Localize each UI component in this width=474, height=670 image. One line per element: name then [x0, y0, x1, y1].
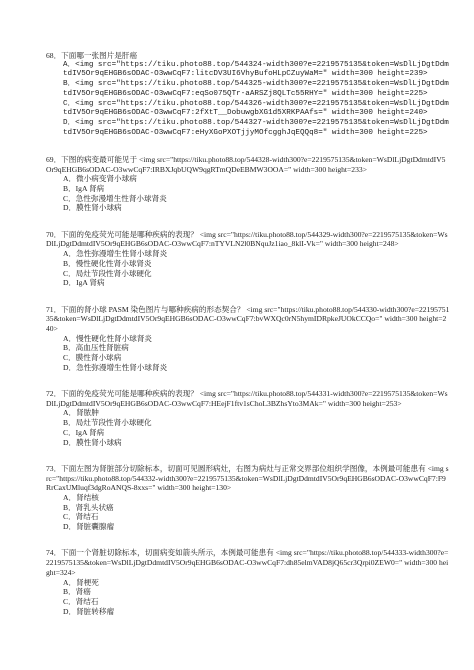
- option-d: D．肾脏转移瘤: [63, 606, 115, 616]
- option-a: A．肾梗死: [63, 577, 99, 587]
- question-text: 72．下面的免疫荧光可能是哪种疾病的表现？ <img src="https://tiku.photo88.top/544331-width300?e=2219575135&token=WsDlLjDgtDdmtdIV5Or9qEHGB6sODAC-O3wwCqF7:HEejF1ftv1sChoL3BZhsYto3MAk=" width=300 height=253>: [46, 389, 448, 408]
- question-text: 69．下图的病变最可能见于 <img src="https://tiku.photo88.top/544328-width300?e=2219575135&token=WsDlLjDgtDdmtdIV5Or9qEHGB6sODAC-O3wwCqF7:IRBXJqbUQW9qgRTmQDeEBMW3OOA=" width=300 height=233>: [46, 154, 446, 174]
- option-d: D．急性弥漫增生性肾小球肾炎: [63, 362, 168, 372]
- question-text: 68．下面哪一张图片是肝癌: [46, 51, 138, 60]
- option-d: D．IgA 肾病: [63, 278, 105, 288]
- option-d: D．膜性肾小球病: [63, 203, 122, 213]
- option-b: B．局灶节段性肾小球硬化: [63, 418, 152, 428]
- option-a: A．慢性硬化性肾小球肾炎: [63, 333, 153, 343]
- option-b: B．<img src="https://tiku.photo88.top/544325-width300?e=2219575135&token=WsDlLjDgtDdmtdIV5Or9qEHGB6sODAC-O3wwCqF7:eqSo075QTr-aARSZj8QLTc55RHY=" width=300 height=225>: [63, 80, 449, 98]
- option-b: B．高血压性肾脏病: [63, 343, 129, 353]
- option-c: C．IgA 肾病: [63, 427, 105, 437]
- question-74: [46, 548, 450, 616]
- question-text: 71．下面的肾小球 PASM 染色图片与哪种疾病的形态契合？ <img src="https://tiku.photo88.top/544330-width300?e=2219575135&token=WsDlLjDgtDdmtdIV5Or9qEHGB6sODAC-O3wwCqF7:bvWXQc0rN5hymIDRpkeJUOkCCQo=" width=300 height=240>: [46, 304, 450, 333]
- question-69: [46, 155, 450, 213]
- option-a: A．肾脓肿: [63, 408, 99, 418]
- option-b: B．肾癌: [63, 587, 91, 597]
- option-a: A．<img src="https://tiku.photo88.top/544324-width300?e=2219575135&token=WsDlLjDgtDdmtdIV5Or9qEHGB6sODAC-O3wwCqF7:litcDV3UI6VhyBufoHLpCZuyWaM=" width=300 height=239>: [63, 60, 449, 79]
- question-71: [46, 305, 450, 373]
- option-c: C．膜性肾小球病: [63, 353, 122, 363]
- option-d: D．<img src="https://tiku.photo88.top/544327-width300?e=2219575135&token=WsDlLjDgtDdmtdIV5Or9qEHGB6sODAC-O3wwCqF7:eHyXGoPXOTjjyMOfcgghJqEQQq8=" width=300 height=225>: [63, 118, 449, 137]
- question-text: 73．下面左图为肾脏部分切除标本，切面可见圆形病灶，右图为病灶与正常交界部位组织学图像，本例最可能患有 <img src="https://tiku.photo88.top/544332-width300?e=2219575135&token=WsDlLjDgtDdmtdIV5Or9qEHGB6sODAC-O3wwCqF7:F9RrCaxUMluqf3dgRoANQS-8xxs=" width=300 height=130>: [46, 463, 449, 493]
- question-72: [46, 389, 450, 447]
- option-b: B．慢性硬化性肾小球肾炎: [63, 258, 152, 268]
- option-b: B．肾乳头状癌: [63, 502, 114, 512]
- option-a: A．急性弥漫增生性肾小球肾炎: [63, 249, 168, 259]
- option-d: D．肾脏囊腺瘤: [63, 522, 115, 532]
- option-c: C．<img src="https://tiku.photo88.top/544326-width300?e=2219575135&token=WsDlLjDgtDdmtdIV5Or9qEHGB6sODAC-O3wwCqF7:2fXtT__DobuwgbXG1d5XRKPAAfs=" width=300 height=240>: [63, 99, 449, 118]
- option-b: B．IgA 肾病: [63, 184, 105, 194]
- option-a: A．肾结核: [63, 492, 99, 502]
- question-text: 70．下面的免疫荧光可能是哪种疾病的表现？ <img src="https://tiku.photo88.top/544329-width300?e=2219575135&token=WsDlLjDgtDdmtdIV5Or9qEHGB6sODAC-O3wwCqF7:nTYVLN2l0BNquJz1iao_8klI-Vk=" width=300 height=248>: [46, 229, 448, 249]
- question-73: [46, 464, 450, 532]
- option-c: C．急性弥漫增生性肾小球肾炎: [63, 193, 167, 203]
- question-68: [46, 51, 450, 138]
- option-c: C．局灶节段性肾小球硬化: [63, 268, 152, 278]
- option-a: A．微小病变肾小球病: [63, 174, 137, 184]
- option-d: D．膜性肾小球病: [63, 437, 122, 447]
- option-c: C．肾结石: [63, 512, 99, 522]
- question-text: 74．下面一个肾脏切除标本，切面病变如箭头所示，本例最可能患有 <img src="https://tiku.photo88.top/544333-width300?e=2219575135&token=WsDlLjDgtDdmtdIV5Or9qEHGB6sODAC-O3wwCqF7:dh85elmVAD8jQ65cr3Qrpi0ZEW0=" width=300 height=324>: [46, 548, 449, 577]
- option-c: C．肾结石: [63, 596, 99, 606]
- question-70: [46, 230, 450, 288]
